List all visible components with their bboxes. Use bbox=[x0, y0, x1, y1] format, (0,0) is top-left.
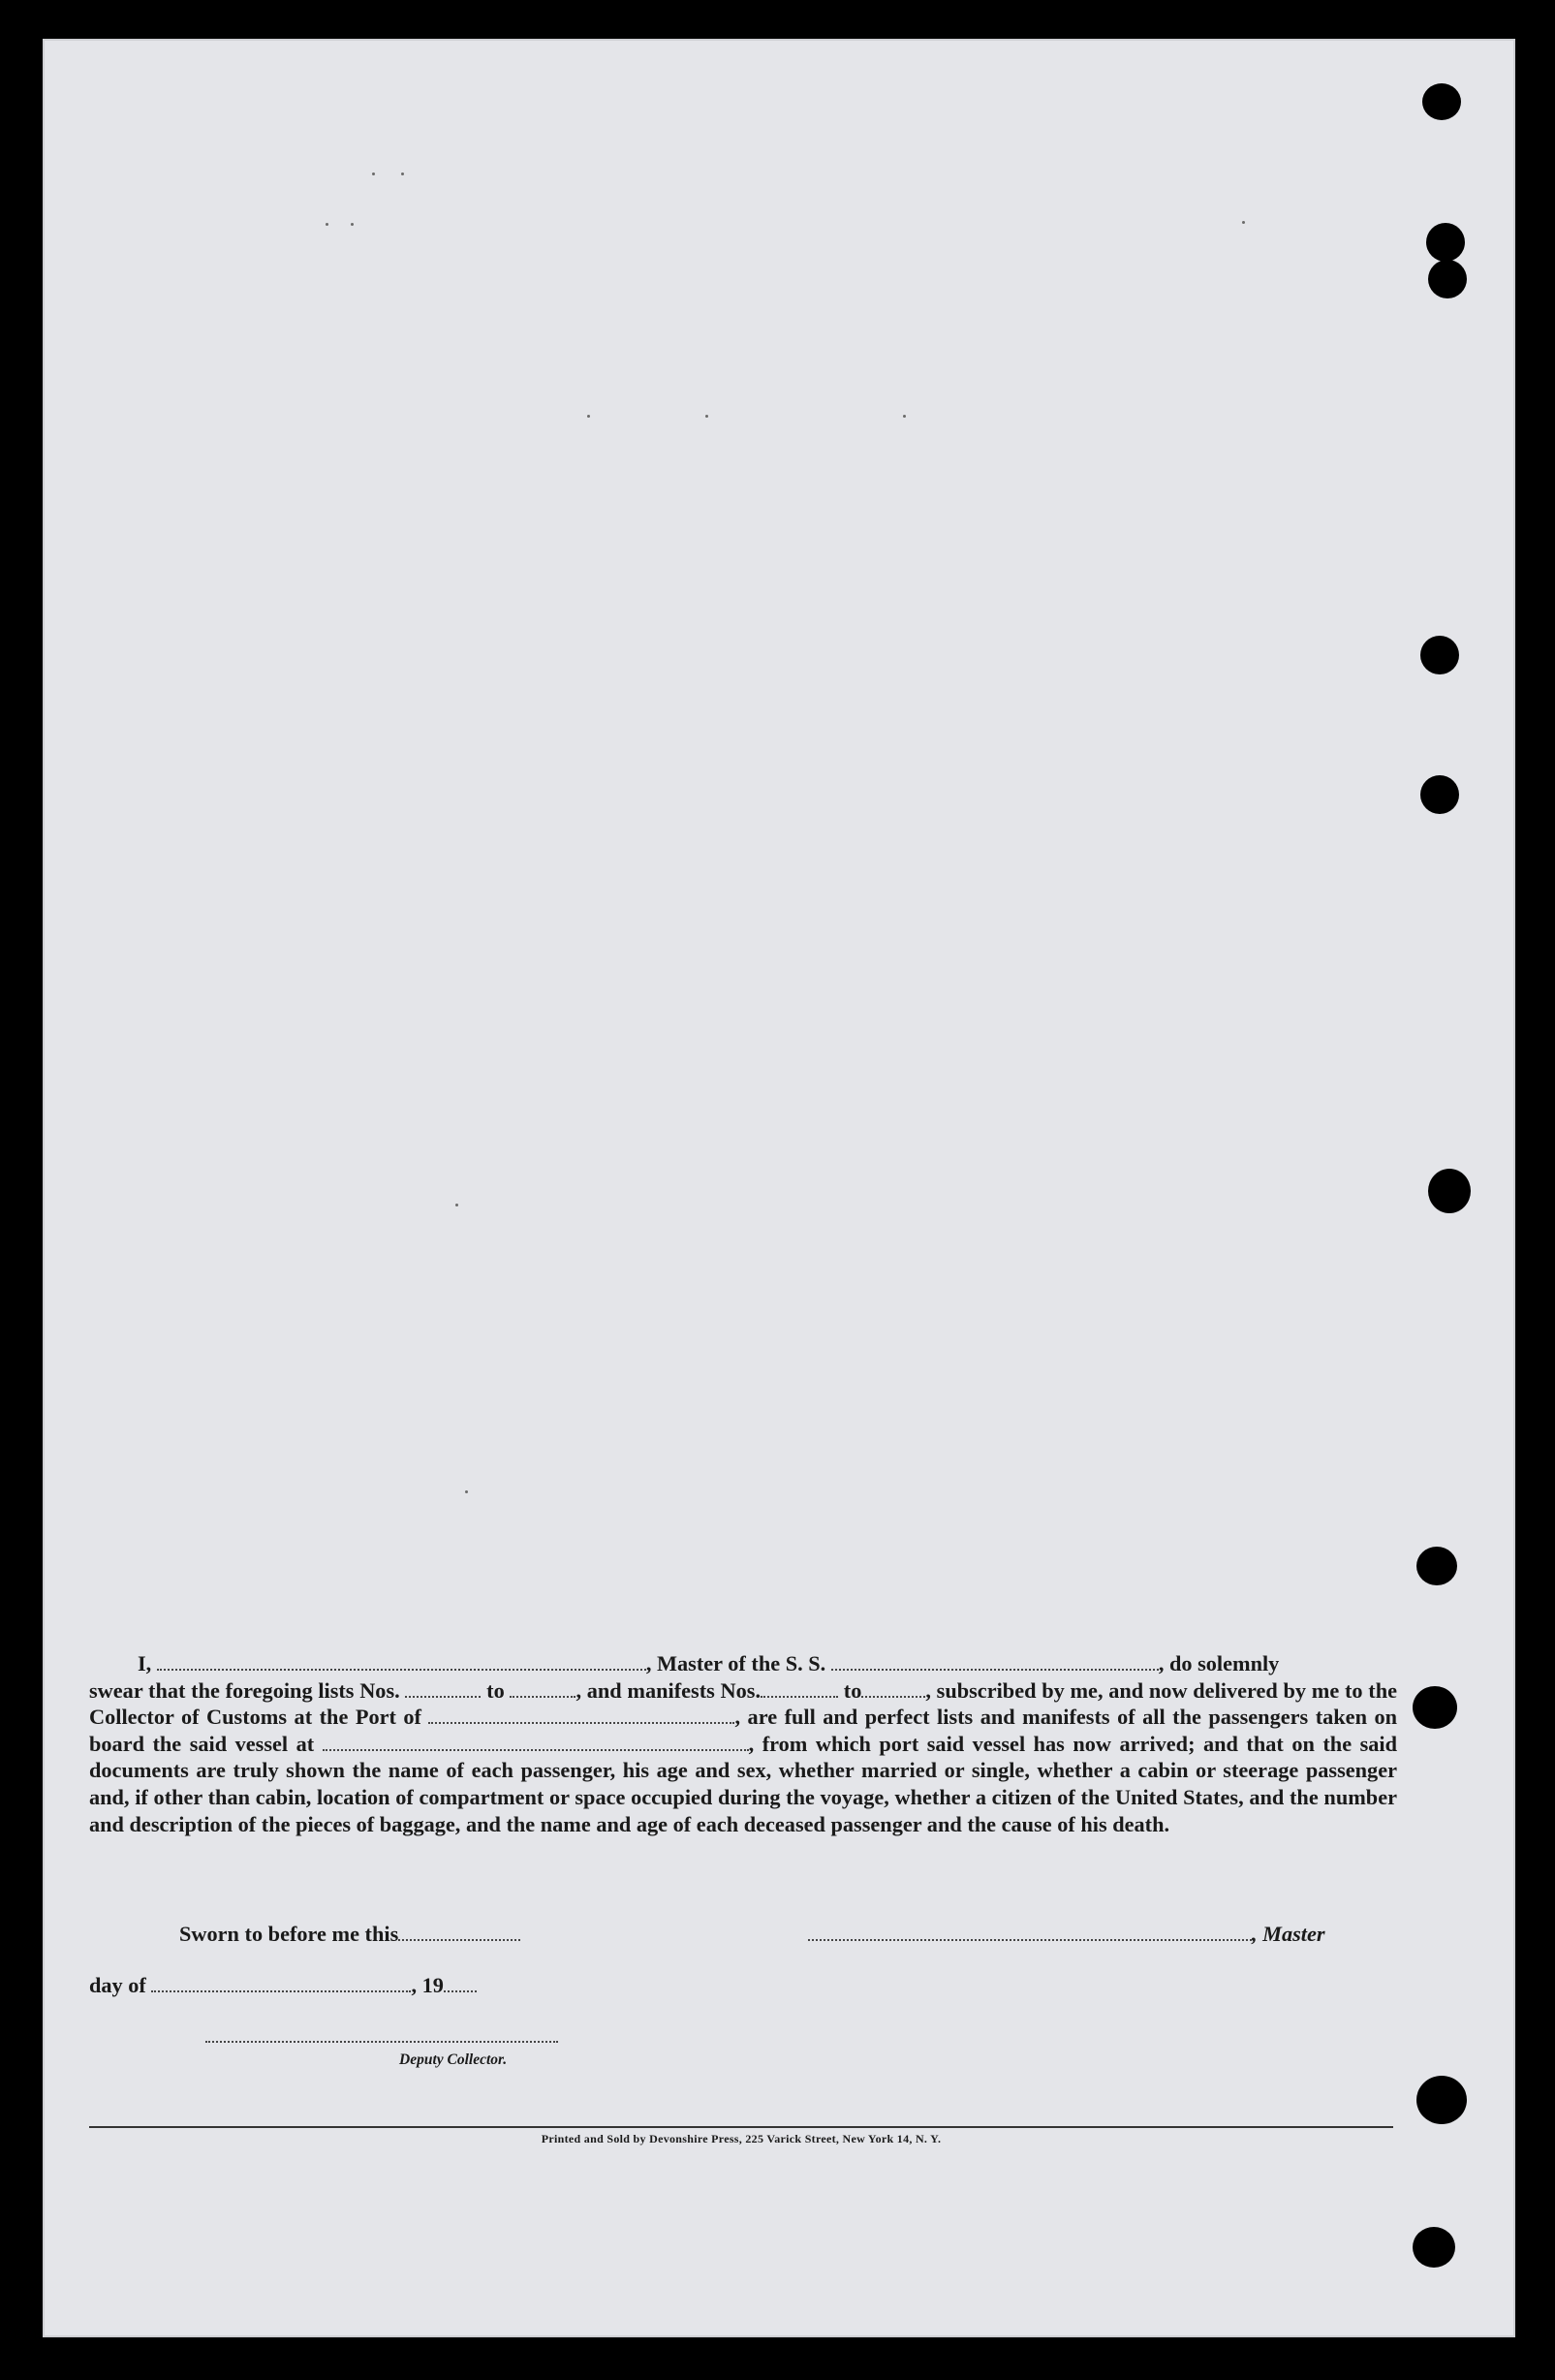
oath-master-of-ss: , Master of the S. S. bbox=[645, 1651, 826, 1675]
oath-subscribed: , subscribed by me, and now bbox=[925, 1677, 1188, 1703]
manifests-from-blank bbox=[761, 1679, 838, 1698]
port-blank bbox=[428, 1706, 734, 1724]
paper-speck bbox=[372, 172, 375, 175]
year-label: , 19 bbox=[411, 1973, 444, 1997]
punch-hole bbox=[1420, 775, 1459, 814]
sworn-date-blank bbox=[398, 1923, 520, 1941]
day-row bbox=[89, 1973, 477, 1998]
embarkation-port-blank bbox=[323, 1733, 749, 1751]
oath-do-solemnly: , do solemnly bbox=[1158, 1651, 1280, 1675]
paper-speck bbox=[903, 415, 906, 418]
printer-imprint: Printed and Sold by Devonshire Press, 225 Varick Street, New York 14, N. Y. bbox=[541, 2132, 942, 2145]
oath-full-perfect: , are full and perfect lists and bbox=[734, 1705, 1015, 1730]
paper-speck bbox=[705, 415, 708, 418]
sworn-left bbox=[179, 1922, 520, 1947]
punch-hole bbox=[1428, 1169, 1471, 1213]
punch-hole bbox=[1428, 260, 1467, 298]
oath-from-which: , from which bbox=[748, 1731, 871, 1756]
oath-rest: port said vessel has now arrived; and that on the said documents are truly shown the name of each passenger, his age and sex, whether married or single, whether a cabin or steerage passenger and, if other than cabin, location of compartment or space occupied during the voyage, whether a citizen of the United States, and the number and description of the pieces of baggage, and the name and age of each deceased passenger and the cause of his death. bbox=[89, 1731, 1398, 1836]
punch-hole bbox=[1416, 1547, 1457, 1585]
master-label: , Master bbox=[1252, 1922, 1325, 1946]
deputy-collector-label: Deputy Collector. bbox=[399, 2051, 508, 2068]
paper-speck bbox=[351, 223, 354, 226]
footer-rule bbox=[89, 2126, 1393, 2128]
paper-speck bbox=[326, 223, 328, 226]
day-label: day of bbox=[89, 1973, 146, 1997]
oath-swear-lists: swear that the foregoing lists Nos. bbox=[89, 1677, 400, 1703]
punch-hole bbox=[1422, 83, 1461, 120]
oath-and-manifests: , and manifests Nos. bbox=[575, 1677, 762, 1703]
master-signature bbox=[808, 1922, 1325, 1947]
paper-speck bbox=[465, 1490, 468, 1493]
oath-i: I, bbox=[138, 1651, 152, 1675]
paper-speck bbox=[587, 415, 590, 418]
oath-delivered: delivered by me to the Collector of Customs at the Port of bbox=[89, 1677, 1397, 1730]
punch-hole bbox=[1413, 1686, 1457, 1729]
deputy-signature-line bbox=[205, 2041, 558, 2043]
oath-manifests-all: manifests of all the passengers taken on board the said vessel at bbox=[89, 1705, 1398, 1756]
punch-hole bbox=[1413, 2227, 1455, 2268]
vessel-name-blank bbox=[831, 1652, 1159, 1671]
oath-to-2: to bbox=[843, 1677, 862, 1703]
master-name-blank bbox=[157, 1652, 646, 1671]
paper-speck bbox=[455, 1204, 458, 1206]
manifests-to-blank bbox=[861, 1679, 925, 1698]
year-blank bbox=[444, 1974, 477, 1992]
oath-to-1: to bbox=[486, 1677, 505, 1703]
month-blank bbox=[151, 1974, 411, 1992]
lists-to-blank bbox=[510, 1679, 575, 1698]
lists-from-blank bbox=[405, 1679, 481, 1698]
punch-hole bbox=[1420, 636, 1459, 674]
punch-hole bbox=[1426, 223, 1465, 262]
master-signature-blank bbox=[808, 1923, 1252, 1941]
sworn-label: Sworn to before me this bbox=[179, 1922, 399, 1946]
paper-speck bbox=[1242, 221, 1245, 224]
oath-paragraph bbox=[89, 1650, 1397, 1837]
punch-hole bbox=[1416, 2076, 1467, 2124]
paper-speck bbox=[401, 172, 404, 175]
